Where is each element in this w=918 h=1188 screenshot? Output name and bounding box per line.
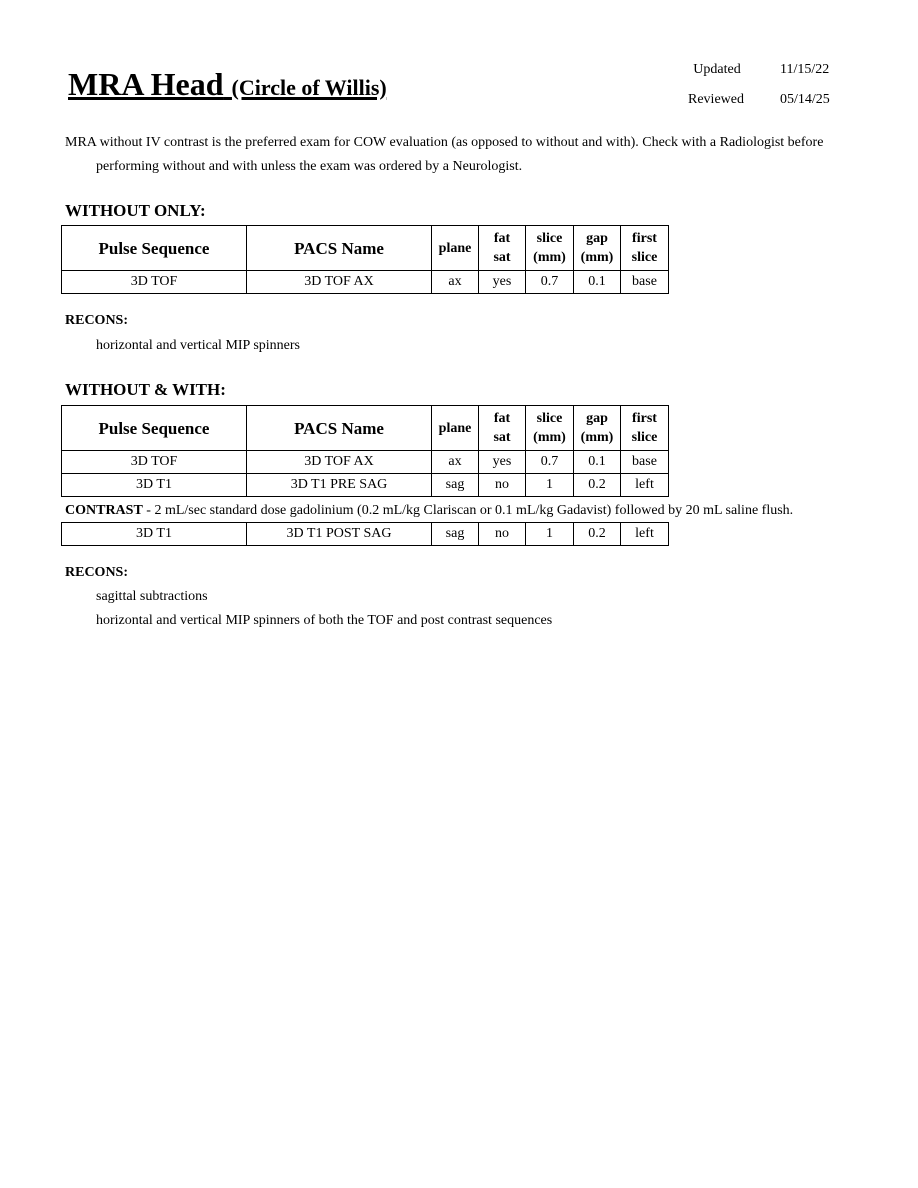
cell-pulse: 3D TOF — [62, 271, 247, 294]
post-contrast-table — [61, 522, 669, 546]
cell-slice: 1 — [526, 474, 574, 497]
cell-plane: ax — [432, 451, 479, 474]
cell-pacs: 3D TOF AX — [247, 271, 432, 294]
contrast-note — [65, 503, 793, 519]
col-slice-line2: (mm) — [533, 430, 566, 445]
intro-paragraph: MRA without IV contrast is the preferred exam for COW evaluation (as opposed to without and with). Check with a Radiologist before performing without and with unless the exam was ordered by a Neurologist. — [65, 135, 824, 174]
without-with-table — [61, 405, 669, 497]
contrast-label: CONTRAST — [65, 503, 143, 518]
col-slice — [526, 406, 574, 451]
col-fat-line1: fat — [493, 411, 511, 426]
col-plane: plane — [432, 226, 479, 271]
col-first-line2: slice — [631, 250, 658, 265]
cell-pacs: 3D T1 POST SAG — [247, 523, 432, 546]
col-slice-line1: slice — [536, 231, 563, 246]
recons-item: horizontal and vertical MIP spinners — [96, 338, 300, 353]
cell-pulse: 3D TOF — [62, 451, 247, 474]
col-gap-line2: (mm) — [580, 250, 614, 265]
col-gap-line1: gap — [586, 231, 608, 246]
cell-slice: 0.7 — [526, 451, 574, 474]
cell-gap: 0.2 — [574, 474, 621, 497]
cell-fat: no — [479, 523, 526, 546]
col-gap-line1: gap — [586, 411, 608, 426]
cell-pacs: 3D TOF AX — [247, 451, 432, 474]
cell-pulse: 3D T1 — [62, 474, 247, 497]
col-gap-line2: (mm) — [580, 430, 614, 445]
cell-first: base — [621, 451, 669, 474]
col-first-line2: slice — [631, 430, 658, 445]
recons-item: horizontal and vertical MIP spinners of both the TOF and post contrast sequences — [96, 613, 553, 628]
table-row — [62, 474, 669, 497]
cell-slice: 0.7 — [526, 271, 574, 294]
cell-gap: 0.2 — [574, 523, 621, 546]
cell-first: left — [621, 523, 669, 546]
updated-label: Updated — [693, 62, 741, 77]
table-header-row — [62, 406, 669, 451]
col-gap — [574, 406, 621, 451]
cell-first: left — [621, 474, 669, 497]
col-first-slice — [621, 226, 669, 271]
col-slice — [526, 226, 574, 271]
cell-pulse: 3D T1 — [62, 523, 247, 546]
col-fat-line2: sat — [493, 430, 511, 445]
cell-first: base — [621, 271, 669, 294]
cell-gap: 0.1 — [574, 271, 621, 294]
page-title — [68, 66, 387, 103]
cell-fat: yes — [479, 451, 526, 474]
col-plane: plane — [432, 406, 479, 451]
table-row — [62, 271, 669, 294]
col-pacs-name: PACS Name — [247, 226, 432, 271]
title-subtitle: (Circle of Willis) — [231, 75, 387, 100]
col-first-slice — [621, 406, 669, 451]
col-gap — [574, 226, 621, 271]
recons-item: sagittal subtractions — [96, 589, 208, 604]
without-only-heading: WITHOUT ONLY: — [65, 201, 206, 220]
without-with-heading: WITHOUT & WITH: — [65, 380, 226, 399]
col-fat-sat — [479, 226, 526, 271]
col-first-line1: first — [632, 231, 657, 246]
cell-fat: yes — [479, 271, 526, 294]
col-fat-sat — [479, 406, 526, 451]
cell-plane: ax — [432, 271, 479, 294]
table-row — [62, 523, 669, 546]
col-slice-line2: (mm) — [533, 250, 566, 265]
contrast-text: - 2 mL/sec standard dose gadolinium (0.2 mL/kg Clariscan or 0.1 mL/kg Gadavist) followed by 20 mL saline flush. — [142, 503, 794, 518]
col-slice-line1: slice — [536, 411, 563, 426]
col-pulse-sequence: Pulse Sequence — [62, 226, 247, 271]
col-pulse-sequence: Pulse Sequence — [62, 406, 247, 451]
cell-slice: 1 — [526, 523, 574, 546]
table-row — [62, 451, 669, 474]
recons-heading: RECONS: — [65, 313, 129, 328]
cell-pacs: 3D T1 PRE SAG — [247, 474, 432, 497]
col-first-line1: first — [632, 411, 657, 426]
updated-date: 11/15/22 — [780, 62, 830, 77]
title-main: MRA Head — [68, 66, 224, 102]
cell-plane: sag — [432, 523, 479, 546]
reviewed-date: 05/14/25 — [780, 92, 830, 107]
col-fat-line2: sat — [493, 250, 511, 265]
cell-gap: 0.1 — [574, 451, 621, 474]
col-fat-line1: fat — [493, 231, 511, 246]
recons-heading: RECONS: — [65, 565, 129, 580]
table-header-row — [62, 226, 669, 271]
col-pacs-name: PACS Name — [247, 406, 432, 451]
cell-plane: sag — [432, 474, 479, 497]
reviewed-label: Reviewed — [688, 92, 744, 107]
cell-fat: no — [479, 474, 526, 497]
without-only-table — [61, 225, 669, 294]
